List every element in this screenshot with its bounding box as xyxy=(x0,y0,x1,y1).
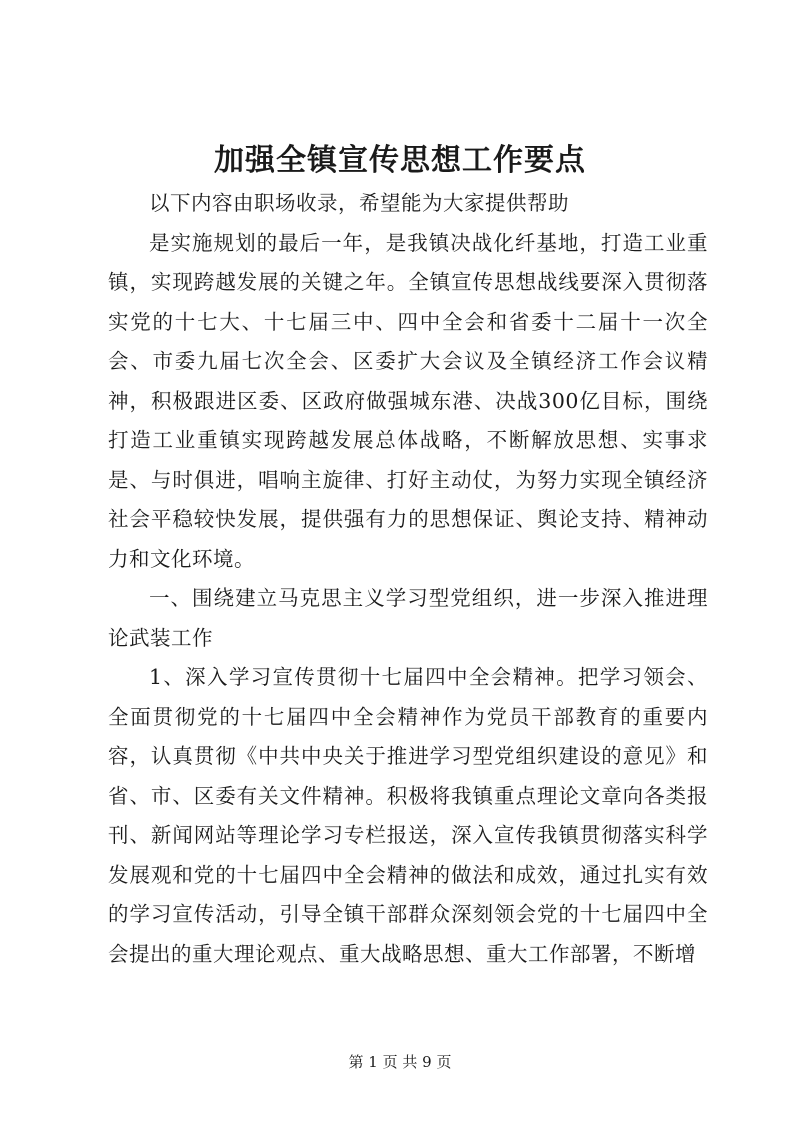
intro-paragraph: 以下内容由职场收录，希望能为大家提供帮助 xyxy=(149,191,569,215)
section-heading-1: 一、围绕建立马克思主义学习型党组织，进一步深入推进理论武装工作 xyxy=(108,586,708,650)
page-footer: 第 1 页 共 9 页 xyxy=(348,1053,452,1071)
item-paragraph-1: 1、深入学习宣传贯彻十七届四中全会精神。把学习领会、全面贯彻党的十七届四中全会精神作为党员干部教育的重要内容，认真贯彻《中共中央关于推进学习型党组织建设的意见》和省、市、区委有关文件精神。积极将我镇重点理论文章向各类报刊、新闻网站等理论学习专栏报送，深入宣传我镇贯彻落实科学发展观和党的十七届四中全会精神的做法和成效，通过扎实有效的学习宣传活动，引导全镇干部群众深刻领会党的十七届四中全会提出的重大理论观点、重大战略思想、重大工作部署，不断增 xyxy=(108,665,708,966)
document-body xyxy=(108,184,708,974)
overview-paragraph: 是实施规划的最后一年，是我镇决战化纤基地，打造工业重镇，实现跨越发展的关键之年。全镇宣传思想战线要深入贯彻落实党的十七大、十七届三中、四中全会和省委十二届十一次全会、市委九届七次全会、区委扩大会议及全镇经济工作会议精神，积极跟进区委、区政府做强城东港、决战300亿目标，围绕打造工业重镇实现跨越发展总体战略，不断解放思想、实事求是、与时俱进，唱响主旋律、打好主动仗，为努力实现全镇经济社会平稳较快发展，提供强有力的思想保证、舆论支持、精神动力和文化环境。 xyxy=(108,230,708,571)
document-title: 加强全镇宣传思想工作要点 xyxy=(214,143,586,178)
